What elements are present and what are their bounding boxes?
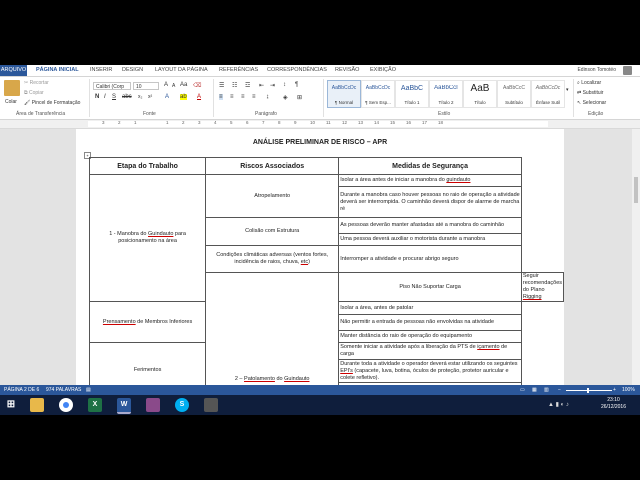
select-button[interactable]: ↖ Selecionar	[577, 100, 607, 106]
superscript-button[interactable]: x²	[148, 94, 153, 100]
change-case-icon[interactable]: Aa	[180, 82, 188, 88]
divider	[573, 79, 574, 117]
grow-font-icon[interactable]: A	[164, 82, 169, 88]
header-stage: Etapa do Trabalho	[90, 158, 206, 175]
measure-cell[interactable]: Isolar a área, antes de patolar	[339, 302, 522, 315]
numbering-icon[interactable]: ☷	[232, 83, 238, 89]
font-color-icon[interactable]: A	[197, 94, 202, 100]
risk-cell[interactable]: Ferimentos	[90, 343, 206, 386]
italic-button[interactable]: I	[104, 94, 106, 100]
measure-cell[interactable]: Manter distância do raio de operação do equipamento	[339, 331, 522, 343]
measure-cell[interactable]: Uma pessoa deverá auxiliar o motorista durante a manobra	[339, 234, 522, 246]
vertical-scrollbar[interactable]	[632, 129, 640, 385]
horizontal-ruler[interactable]: 3 2 1 1 2 3 4 5 6 7 8 9 10 11 12 13 14 15 16 17 18	[0, 120, 640, 129]
format-painter-button[interactable]: 🖌 Pincel de Formatação	[24, 100, 81, 106]
risk-cell[interactable]: Colisão com Estrutura	[206, 218, 339, 246]
word-window	[0, 65, 640, 415]
tab-mailings[interactable]: CORRESPONDÊNCIAS	[267, 67, 327, 73]
bullets-icon[interactable]: ☰	[219, 83, 225, 89]
measure-cell[interactable]: Isolar a área antes de iniciar a manobra do guindauto	[339, 175, 522, 187]
scrollbar-thumb[interactable]	[634, 177, 638, 203]
paste-button[interactable]: Colar	[5, 99, 17, 105]
tab-home[interactable]: PÁGINA INICIAL	[36, 67, 79, 73]
zoom-out-icon[interactable]: −	[558, 387, 561, 393]
tab-design[interactable]: DESIGN	[122, 67, 144, 73]
risk-cell[interactable]: Prensamento de Membros Inferiores	[90, 302, 206, 343]
measure-cell[interactable]: Seguir recomendações do Plano Rigging	[522, 273, 563, 300]
editing-group-label: Edição	[588, 111, 604, 117]
bold-button[interactable]: N	[95, 94, 100, 100]
select-icon: ↖	[577, 100, 583, 106]
clipboard-icon[interactable]	[4, 80, 20, 96]
zoom-slider[interactable]	[566, 390, 612, 391]
font-group-label: Fonte	[143, 111, 156, 117]
multilevel-list-icon[interactable]: ☲	[245, 83, 251, 89]
line-spacing-icon[interactable]: ↨	[266, 94, 269, 100]
excel-icon[interactable]: X	[88, 398, 102, 412]
find-button[interactable]: ⌕ Localizar	[577, 80, 602, 86]
clipboard-group-label: Área de Transferência	[16, 111, 66, 117]
style-subtle-emphasis[interactable]: AaBbCcDc Ênfase Sutil	[531, 80, 565, 108]
decrease-indent-icon[interactable]: ⇤	[259, 83, 265, 89]
brush-icon: 🖌	[24, 100, 32, 106]
divider	[323, 79, 324, 117]
justify-icon[interactable]: ≡	[252, 94, 256, 100]
windows-taskbar	[0, 395, 640, 415]
page-indicator[interactable]: PÁGINA 2 DE 6	[4, 387, 40, 393]
table-header-row	[90, 158, 564, 175]
font-name-field[interactable]: Calibri (Corp	[93, 82, 131, 90]
tab-view[interactable]: EXIBIÇÃO	[370, 67, 396, 73]
tab-references[interactable]: REFERÊNCIAS	[219, 67, 259, 73]
divider	[89, 79, 90, 117]
file-explorer-icon[interactable]	[30, 398, 44, 412]
apr-table[interactable]	[89, 157, 564, 385]
font-size-field[interactable]: 10	[133, 82, 159, 90]
shrink-font-icon[interactable]: A	[172, 83, 176, 89]
measure-cell[interactable]: Durante toda a atividade o operador deverá estar utilizando os seguintes EPI's (capacete, luva, botina, óculos de proteção, protetor auricular e colete refletivo).	[339, 360, 522, 383]
style-no-spacing[interactable]: AaBbCcDc ¶ Sem Esp...	[361, 80, 395, 108]
tab-file[interactable]: ARQUIVO	[0, 65, 27, 76]
styles-more-icon[interactable]: ▾	[566, 87, 569, 93]
clear-format-icon[interactable]: ⌫	[193, 83, 202, 89]
style-title[interactable]: AaB Título	[463, 80, 497, 108]
scissors-icon: ✂	[24, 80, 30, 86]
clock[interactable]: 23:10 26/12/2016	[600, 397, 626, 410]
align-left-icon[interactable]: ≡	[219, 94, 223, 100]
risk-cell[interactable]: Piso Não Suportar Carga	[339, 273, 522, 302]
zoom-level[interactable]: 100%	[622, 387, 635, 393]
cut-button[interactable]: ✂ Recortar	[24, 80, 49, 86]
status-bar	[0, 385, 640, 395]
print-layout-icon[interactable]: ▦	[532, 387, 537, 393]
increase-indent-icon[interactable]: ⇥	[270, 83, 276, 89]
style-subtitle[interactable]: AaBbCcC Subtítulo	[497, 80, 531, 108]
word-count[interactable]: 974 PALAVRAS	[46, 387, 82, 393]
measure-cell[interactable]: Durante a manobra caso houver pessoas no raio de operação a atividade deverá ser interrompida. O caminhão deverá dispor de alarme de marcha ré	[339, 187, 522, 218]
strikethrough-button[interactable]: abc	[122, 94, 132, 100]
table-row	[90, 175, 564, 187]
divider	[213, 79, 214, 117]
user-name[interactable]: Edinson Tomotéo	[577, 67, 616, 73]
header-risks: Riscos Associados	[206, 158, 339, 175]
text-effects-icon[interactable]: A	[165, 94, 170, 100]
highlight-icon[interactable]: ab	[180, 94, 187, 100]
tab-page-layout[interactable]: LAYOUT DA PÁGINA	[155, 67, 208, 73]
style-heading-1[interactable]: AaBbC Título 1	[395, 80, 429, 108]
avatar[interactable]	[623, 66, 632, 75]
subscript-button[interactable]: x₂	[138, 94, 143, 100]
measure-cell[interactable]: Não permitir a entrada de pessoas não envolvidas na atividade	[339, 315, 522, 331]
read-mode-icon[interactable]: ▭	[520, 387, 525, 393]
document-page[interactable]	[76, 129, 564, 385]
table-move-handle-icon[interactable]: +	[84, 152, 91, 159]
shading-icon[interactable]: ◈	[283, 95, 288, 101]
borders-icon[interactable]: ⊞	[297, 95, 303, 101]
stage-2-cell[interactable]: 2 – Patolamento do Guindauto	[206, 273, 339, 386]
windows-start-icon[interactable]: ⊞	[6, 399, 16, 410]
paragraph-group-label: Parágrafo	[255, 111, 277, 117]
chrome-icon[interactable]	[59, 398, 73, 412]
tray-icons[interactable]: ▲ ▮ ◐ ♪	[548, 402, 569, 408]
app-icon[interactable]	[146, 398, 160, 412]
style-heading-2[interactable]: AaBbCcI Título 2	[429, 80, 463, 108]
style-normal[interactable]: AaBbCcDc ¶ Normal	[327, 80, 361, 108]
measure-cell[interactable]: Somente iniciar a atividade após a liberação da PTS de içamento de carga	[339, 343, 522, 360]
pilcrow-icon[interactable]: ¶	[295, 82, 299, 88]
skype-icon[interactable]: S	[175, 398, 189, 412]
measure-cell[interactable]: Interromper a atividade e procurar abrigo seguro	[339, 246, 522, 273]
document-title: ANÁLISE PRELIMINAR DE RISCO – APR	[252, 139, 388, 146]
copy-icon: ⧉	[24, 90, 29, 96]
measure-cell[interactable]: As pessoas deverão manter afastadas até a manobra do caminhão	[339, 218, 522, 234]
styles-group-label: Estilo	[438, 111, 451, 117]
tab-insert[interactable]: INSERIR	[90, 67, 113, 73]
ribbon-tab-bar	[0, 65, 640, 77]
word-icon[interactable]: W	[117, 398, 131, 414]
align-right-icon[interactable]: ≡	[241, 94, 245, 100]
ribbon-home	[0, 77, 640, 120]
search-icon: ⌕	[577, 80, 582, 86]
header-measures: Medidas de Segurança	[339, 158, 522, 175]
risk-cell[interactable]: Condições climáticas adversas (ventos fortes, incidência de raios, chuva, etc)	[206, 246, 339, 273]
tab-review[interactable]: REVISÃO	[335, 67, 360, 73]
web-layout-icon[interactable]: ▥	[544, 387, 549, 393]
risk-cell[interactable]: Atropelamento	[206, 175, 339, 218]
zoom-slider-thumb[interactable]	[587, 388, 589, 393]
replace-button[interactable]: ⇄ Substituir	[577, 90, 604, 96]
sort-icon[interactable]: ↕	[283, 82, 286, 88]
stage-1-cell[interactable]: 1 - Manobra do Guindauto para posicionamento na área	[90, 175, 206, 302]
align-center-icon[interactable]: ≡	[230, 94, 234, 100]
copy-button[interactable]: ⧉ Copiar	[24, 90, 44, 96]
zoom-in-icon[interactable]: +	[613, 387, 616, 393]
document-area[interactable]	[0, 129, 632, 385]
replace-icon: ⇄	[577, 90, 583, 96]
app-icon[interactable]	[204, 398, 218, 412]
underline-button[interactable]: S	[112, 94, 117, 100]
proofing-icon[interactable]: ▤	[86, 387, 91, 393]
